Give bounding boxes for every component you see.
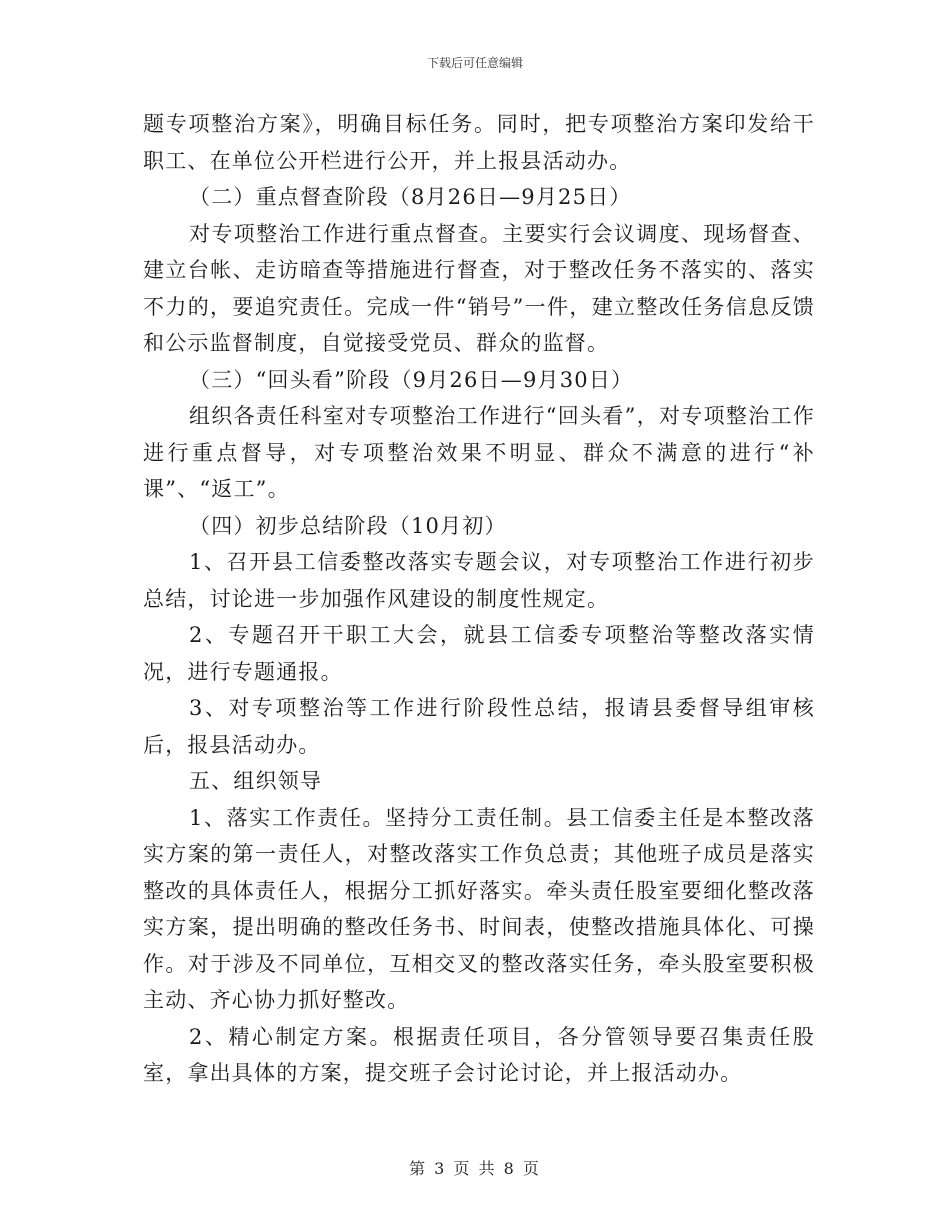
document-body: [143, 106, 815, 1092]
paragraph-look-back: 组织各责任科室对专项整治工作进行“回头看”，对专项整治工作进行重点督导，对专项整治效果不明显、群众不满意的进行“补课”、“返工”。: [143, 404, 815, 501]
page-number: 第 3 页 共 8 页: [409, 1159, 541, 1178]
paragraph-leadership-item-2: 2、精心制定方案。根据责任项目，各分管领导要召集责任股室，拿出具体的方案，提交班子会讨论讨论，并上报活动办。: [143, 1024, 815, 1085]
paragraph-leadership-item-1: 1、落实工作责任。坚持分工责任制。县工信委主任是本整改落实方案的第一责任人，对整改落实工作负总责；其他班子成员是落实整改的具体责任人，根据分工抓好落实。牵头责任股室要细化整改落实方案，提出明确的整改任务书、时间表，使整改措施具体化、可操作。对于涉及不同单位，互相交叉的整改落实任务，牵头股室要积极主动、齐心协力抓好整改。: [143, 805, 815, 1012]
paragraph-summary-item-3: 3、对专项整治等工作进行阶段性总结，报请县委督导组审核后，报县活动办。: [143, 696, 815, 757]
page-header-note: 下载后可任意编辑: [426, 56, 523, 70]
paragraph-summary-item-2: 2、专题召开干职工大会，就县工信委专项整治等整改落实情况，进行专题通报。: [143, 623, 815, 684]
paragraph-summary-item-1: 1、召开县工信委整改落实专题会议，对专项整治工作进行初步总结，讨论进一步加强作风建设的制度性规定。: [143, 550, 815, 611]
section-heading-look-back: （三）“回头看”阶段（9月26日—9月30日）: [189, 367, 634, 392]
paragraph-continuation: 题专项整治方案》，明确目标任务。同时，把专项整治方案印发给干职工、在单位公开栏进行公开，并上报县活动办。: [143, 112, 815, 173]
paragraph-key-inspection: 对专项整治工作进行重点督查。主要实行会议调度、现场督查、建立台帐、走访暗查等措施进行督查，对于整改任务不落实的、落实不力的，要追究责任。完成一件“销号”一件，建立整改任务信息反馈和公示监督制度，自觉接受党员、群众的监督。: [143, 221, 815, 355]
section-heading-key-inspection: （二）重点督查阶段（8月26日—9月25日）: [189, 185, 632, 209]
section-heading-leadership: 五、组织领导: [189, 769, 323, 793]
section-heading-summary: （四）初步总结阶段（10月初）: [189, 513, 507, 538]
